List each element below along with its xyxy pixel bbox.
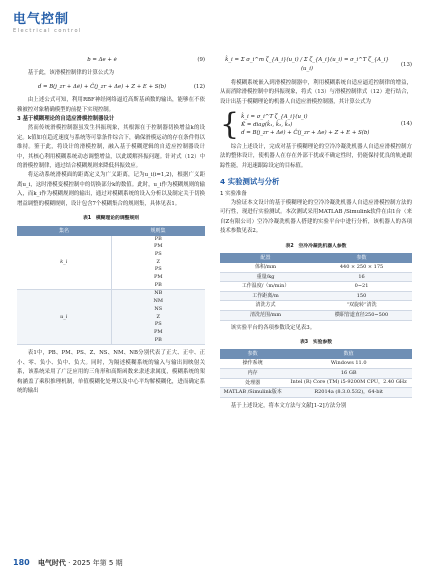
paragraph: 将模糊系统嵌入到滑模控制器中，利用模糊系统自适应逼近控制律的增益，从而消除滑模控制中的抖振现象，将式（13）与滑模控制律式（12）进行结合，设计出基于模糊理论的机器人自适应滑模控制器，其计算公式为 bbox=[220, 79, 412, 105]
equation-line: ḋ = B(j_zr + Δė) + Ĉ(j_zr + Δe) + Z + E + S(b) bbox=[241, 130, 370, 137]
table-3 bbox=[220, 349, 412, 397]
rule-value: PB bbox=[154, 336, 162, 343]
table-cell: 16 bbox=[311, 272, 412, 282]
rule-value: PM bbox=[154, 274, 163, 281]
table-cell bbox=[111, 236, 205, 290]
equation-12-number: (12) bbox=[193, 83, 205, 90]
equation-14 bbox=[220, 107, 412, 143]
table-cell: MATLAB /Simulink版本 bbox=[220, 388, 285, 398]
table-cell: 16 GB bbox=[285, 369, 412, 379]
table-1 bbox=[17, 226, 205, 346]
table-row bbox=[220, 272, 412, 282]
table-cell: 0~21 bbox=[311, 282, 412, 292]
table-row bbox=[17, 236, 205, 290]
paragraph: 基于上述设定，将本文方法与文献[1-2]方法分别 bbox=[230, 402, 347, 409]
paragraph: 为验证本文设计的基于模糊理论的空冷冷凝洗机器人自适应滑模控制方法的可行性，现进行实验测试。本次测试采用MATLAB /Simulink软件在由1台（来自Z有限公司）空冷冷凝洗机器人搭建的实验平台中进行分析，该机器人的各项技术参数见表2。 bbox=[220, 200, 412, 235]
table-2-caption: 表2 空冷冷凝洗机器人参数 bbox=[285, 243, 347, 249]
journal-name: 电气时代 bbox=[37, 559, 66, 567]
table-cell: 体积/mm bbox=[220, 263, 311, 272]
journal-brand-en: Electrical control bbox=[13, 28, 82, 34]
equation-12-body: ḋ = B(j_zr + Δė) + Ĉ(j_zr + Δe) + Z + E + S(b) bbox=[37, 83, 167, 90]
equation-13-body: k̂_i = Σ σ_i^m ζ_{A_i}(u_i) / Σ ζ_{A_i}(u_i) = σ_i^T ζ_{A_i}(u_i) bbox=[225, 57, 389, 73]
rule-value: PM bbox=[154, 243, 163, 250]
table-row bbox=[220, 359, 412, 368]
table-1-caption: 表1 模糊理论的调整规则 bbox=[82, 216, 140, 222]
equation-13 bbox=[220, 56, 412, 75]
table-header-cell: 集名 bbox=[17, 226, 111, 236]
equation-line: k̂_i = σ_i^T ζ_{A_i}(u_i) bbox=[241, 114, 308, 121]
rule-value: NS bbox=[154, 305, 163, 312]
journal-brand: 电气控制 bbox=[13, 12, 70, 27]
page-number: 180 bbox=[13, 558, 30, 567]
paragraph: 基于此，该滑模控制律的计算公式为 bbox=[27, 70, 115, 77]
table-cell: 工作温度/（m/min） bbox=[220, 282, 311, 292]
rule-value: PB bbox=[154, 281, 162, 288]
equation-9-number: (9) bbox=[197, 57, 205, 63]
table-cell: 清洗范围/mm bbox=[220, 311, 311, 321]
table-header-cell: 规则集 bbox=[111, 226, 205, 236]
table-row bbox=[220, 282, 412, 292]
table-cell: 清洗方式 bbox=[220, 301, 311, 311]
brace-symbol: { bbox=[220, 107, 240, 143]
rule-value: NM bbox=[153, 298, 163, 305]
rule-value: PB bbox=[154, 235, 162, 242]
table-row bbox=[220, 291, 412, 301]
table-cell: 内存 bbox=[220, 369, 285, 379]
rule-value: PS bbox=[154, 266, 162, 273]
table-row bbox=[220, 378, 412, 388]
journal-header bbox=[13, 8, 82, 34]
equation-13-number: (13) bbox=[400, 61, 412, 68]
left-column bbox=[17, 52, 205, 396]
table-2 bbox=[220, 253, 412, 321]
paragraph: 综合上述设计，完成对基于模糊理论的空冷冷凝洗机器人自适应滑模控制方法的整体设计，使机器人在存在外部干扰或不确定性时，仍能保持优良的轨迹跟踪性能，并迅速跟踪设定的目标值。 bbox=[220, 144, 412, 169]
paragraph: 由上述公式可知，利用RBF神经网络逼近高斯基函数的输出，能够在不依赖被控对象精确模型的前提下实现控制。 bbox=[17, 97, 205, 113]
section-heading-4: 4 实验测试与分析 bbox=[220, 177, 280, 187]
table-row bbox=[220, 311, 412, 321]
equation-12 bbox=[17, 83, 205, 92]
table-row bbox=[17, 290, 205, 345]
paragraph: 表1中，PB、PM、PS、Z、NS、NM、NB分别代表了正大、正中、正小、零、负小、负中、负大。同时，为隔述模糊系统的输入与输出间映射关系，该系统采用了广泛应用的三角形和高斯函数来隶述隶属度，模糊系统的架构涵盖了乘积推理机制，单值模糊化处理以及中心平均解模糊化，进而确定系统的输出 bbox=[17, 350, 205, 394]
table-cell: 150 bbox=[311, 291, 412, 301]
table-cell: 重量/kg bbox=[220, 272, 311, 282]
page-footer bbox=[13, 558, 123, 568]
table-row bbox=[220, 301, 412, 311]
table-cell: R2014a (8.3.0.532)，64-bit bbox=[285, 388, 412, 398]
right-column bbox=[220, 52, 412, 411]
table-cell bbox=[111, 290, 205, 345]
paragraph: 将运动系统滑模面的距离定义为广义距离，记为u_i(i=1,2)，根据广义距离u_i，这时滑模变模控制中的切换部分k的数值。此时，u_i作为模糊规则的输入，而k_i作为模糊规则的输出，通过对模糊系统的设入分析以及制定关于切换增益调整的模糊规则，设计包含7个模糊集合的规则集，具体见表1。 bbox=[17, 172, 205, 207]
table-cell: 工作距离/m bbox=[220, 291, 311, 301]
table-cell: 横职管道直径250~500 bbox=[311, 311, 412, 321]
table-cell: Windows 11.0 bbox=[285, 359, 412, 368]
table-cell: u_i bbox=[17, 290, 111, 345]
table-cell: 440 × 250 × 175 bbox=[311, 263, 412, 272]
equation-9 bbox=[17, 56, 205, 65]
table-header-cell: 配置 bbox=[220, 253, 311, 263]
table-header-cell: 参数 bbox=[220, 349, 285, 359]
table-3-caption: 表3 实验参数 bbox=[299, 340, 333, 346]
table-row bbox=[220, 263, 412, 272]
section-heading-3: 3 基于模糊理论的自适应滑模控制器设计 bbox=[17, 116, 115, 123]
table-row bbox=[220, 369, 412, 379]
paragraph: 该实验平台的各项参数设定见表3。 bbox=[230, 324, 316, 331]
table-cell: 操作系统 bbox=[220, 359, 285, 368]
rule-value: PM bbox=[154, 328, 163, 335]
rule-value: NB bbox=[154, 290, 163, 297]
table-cell: Intel (R) Core (TM) i5-9200M CPU，2.40 GHz bbox=[285, 378, 412, 388]
subsection-heading: 1 实验准备 bbox=[220, 190, 247, 197]
rule-value: Z bbox=[156, 313, 160, 320]
rule-value: PS bbox=[154, 250, 162, 257]
equation-9-body: b = Δe + ė bbox=[87, 57, 117, 63]
equation-14-number: (14) bbox=[400, 121, 412, 128]
table-cell: “双旋转”清洗 bbox=[311, 301, 412, 311]
table-header-cell: 参数 bbox=[311, 253, 412, 263]
equation-14-lines bbox=[241, 113, 401, 137]
rule-value: PS bbox=[154, 321, 162, 328]
table-cell: k_i bbox=[17, 236, 111, 290]
paragraph: 然而传统滑模控制器虽发生抖振现象，其根源在于控制器切换增益k的设定。k值如在趋近速度与系统等可靠条件综合下，确保滑模运动的存在条件得以维持。鉴于此，将设计的滑模控制，融入基于模糊逻辑的自适应控制器设计中，其核心利用模糊系统动态调整增益，以此缓解抖振问题。针对式（12）中的滑模控制律，通过结合模糊规则来降低抖振效应。 bbox=[17, 125, 205, 170]
rule-value: Z bbox=[156, 258, 160, 265]
table-header-cell: 数值 bbox=[285, 349, 412, 359]
issue-label: · 2025 年第 5 期 bbox=[68, 559, 123, 567]
table-cell: 处理器 bbox=[220, 378, 285, 388]
table-row bbox=[220, 388, 412, 398]
equation-line: K̂ = diag(k̂₁, k̂₂, k̂₃) bbox=[241, 122, 293, 129]
